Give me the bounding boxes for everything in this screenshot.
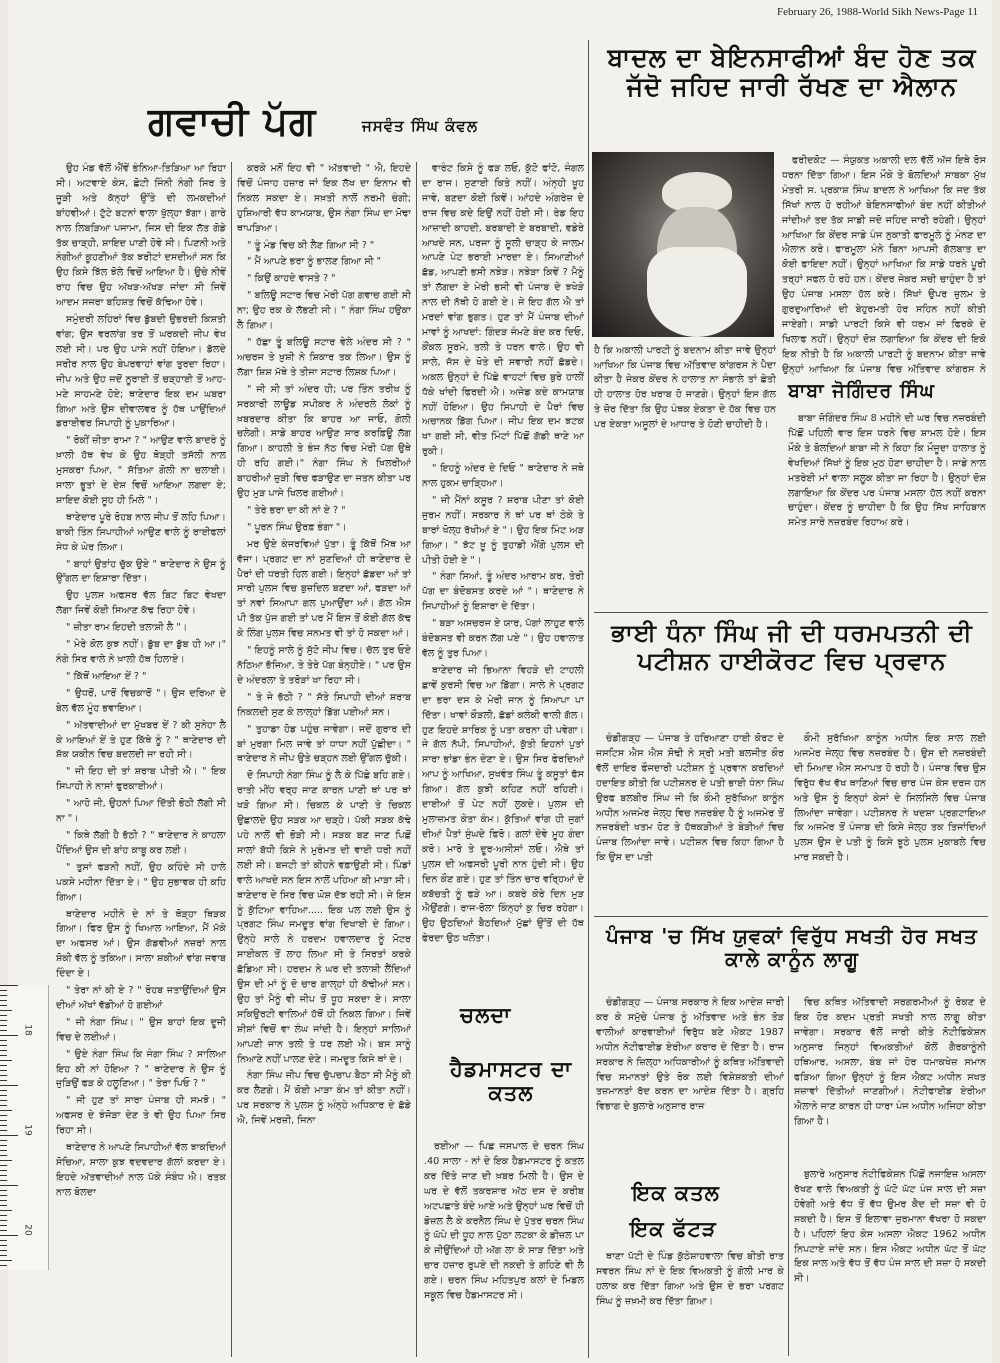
ruler-tick <box>0 1105 7 1106</box>
photo-turban <box>662 172 732 212</box>
ruler-tick <box>0 1185 18 1186</box>
ruler-tick <box>0 1245 7 1246</box>
paragraph: ਉਹ ਪੁਲਸ ਅਫਸਰ ਵੱਲ ਬਿਟ ਬਿਟ ਵੇਖਦਾ ਲੱਗਾ ਜਿਵੇਂ ਕੋਈ ਸਿਆਣ ਕੱਢ ਰਿਹਾ ਹੋਵੇ। <box>56 590 226 617</box>
ruler-tick <box>0 1235 18 1236</box>
main-story-column-2 <box>237 162 411 1357</box>
ruler-tick <box>0 1055 7 1056</box>
ruler-tick <box>0 1230 7 1231</box>
ruler-tick <box>0 1075 7 1076</box>
punjab-column-b <box>794 996 986 1158</box>
paragraph: " ਹੱਛਾ ਤੂੰ ਬਲਿਊ ਸਟਾਰ ਵੇਲੇ ਅੰਦਰ ਸੀ ? " ਅਚਰਜ ਤੇ ਖ਼ੁਸ਼ੀ ਨੇ ਸ਼ਿਕਾਰ ਤਕ ਲਿਆ। ਉਸ ਨੂੰ ਲੱਗਾ ਸ਼ਿਸ਼ ਮੱਥੇ ਤੇ ਤੀਜਾ ਸਟਾਰ ਲਿਸ਼ਕ ਪਿਆ। <box>237 336 411 378</box>
ruler-tick <box>0 1250 7 1251</box>
ruler-tick <box>0 1005 7 1006</box>
ruler-tick <box>0 1205 7 1206</box>
headmaster-headline: ਹੈਡਮਾਸਟਰ ਦਾ ਕਤਲ <box>449 1057 573 1106</box>
ruler-tick <box>0 1025 7 1026</box>
ruler-tick <box>0 1115 7 1116</box>
col1-paragraphs <box>56 162 226 1201</box>
scan-ruler <box>0 985 49 1270</box>
ruler-tick <box>0 1000 7 1001</box>
ruler-tick <box>0 1120 7 1121</box>
column-rule <box>788 996 789 1356</box>
paragraph: ਥਾਣੇਦਾਰ ਨੇ ਆਪਣੇ ਸਿਪਾਹੀਆਂ ਵੱਲ ਝਾਕਦਿਆਂ ਸੋਚਿਆ, ਸਾਲਾ ਕੁਝ ਵਦਵਦਾਰ ਗੱਲਾਂ ਕਰਦਾ ਏ। ਇਹਦੇ ਅੱਤਵਾਦੀਆਂ ਨਾਲ ਪੱਕੇ ਸੰਬੰਧ ਐ। ਰਤਕ ਨਾਲ ਬੋਲਦਾ <box>56 1142 226 1198</box>
ruler-tick <box>0 1020 7 1021</box>
main-story-headline: ਗਵਾਚੀ ਪੱਗ <box>148 99 317 143</box>
paragraph: " ਇਹਨੂੰ ਅੰਦਰ ਦੇ ਦਿਓ " ਥਾਣੇਦਾਰ ਨੇ ਜਥੇ ਨਾਲ ਹੁਕਮ ਚਾੜ੍ਹਿਆ। <box>422 463 584 490</box>
badal-headline: ਬਾਦਲ ਦਾ ਬੇਇਨਸਾਫੀਆਂ ਬੰਦ ਹੋਣ ਤਕ ਜੱਦੋ ਜਹਿਦ ਜਾਰੀ ਰੱਖਣ ਦਾ ਐਲਾਨ <box>607 43 977 101</box>
badal-column-a-continued <box>594 342 776 604</box>
paragraph: " ਅੱਤਵਾਦੀਆਂ ਦਾ ਮੁੱਖਬਰ ਏਂ ? ਕੀ ਸੁਨੇਹਾ ਲੈ ਕੇ ਆਇਆਂ ਏਂ ਤੇ ਹੁਣ ਕਿੱਥੇ ਨੂੰ ? " ਥਾਣੇਦਾਰ ਦੀ ਸ਼ੱਕ ਯਕੀਨ ਵਿਚ ਬਦਲਦੀ ਜਾ ਰਹੀ ਸੀ। <box>56 719 226 761</box>
ruler-tick <box>0 1155 7 1156</box>
ruler-tick <box>0 1015 7 1016</box>
ruler-tick <box>0 1090 7 1091</box>
newspaper-page <box>8 0 992 1363</box>
section-rule <box>594 916 988 917</box>
paragraph: ਥਾਣੇਦਾਰ ਪੂਰੇ ਰੋਹਬ ਨਾਲ ਜੀਪ ਤੋਂ ਲਹਿ ਪਿਆ। ਬਾਕੀ ਤਿੰਨ ਸਿਪਾਹੀਆਂ ਆਉਣ ਵਾਲੇ ਨੂੰ ਰਾਈਫਲਾਂ ਸੇਧ ਕੇ ਘੇਰ ਲਿਆ। <box>56 511 226 553</box>
ruler-tick <box>0 1195 7 1196</box>
ruler-tick <box>0 1035 18 1036</box>
paragraph: " ਬਾਹਾਂ ਉਤਾਂਹ ਚੁੱਕ ਉਏ " ਥਾਣੇਦਾਰ ਨੇ ਉਸ ਨੂੰ ਉੱਗਲ ਦਾ ਇਸ਼ਾਰਾ ਦਿੱਤਾ। <box>56 558 226 585</box>
main-story-column-3 <box>422 162 584 992</box>
ruler-tick <box>0 1125 7 1126</box>
page-folio: February 26, 1988-World Sikh News-Page 11 <box>777 6 978 18</box>
ruler-tick <box>0 1145 7 1146</box>
col3-paragraphs <box>422 162 584 947</box>
ruler-tick <box>0 1100 7 1101</box>
ruler-label: 20 <box>22 1224 33 1236</box>
ruler-tick <box>0 985 18 986</box>
ruler-label: 19 <box>22 1124 33 1136</box>
paragraph: " ਜੀ ਮੈਂਨਾਂ ਕਸੂਰ ? ਸ਼ਰਾਬ ਪੀਣਾ ਤਾਂ ਕੋਈ ਜੁਰਮ ਨਹੀਂ। ਸਰਕਾਰ ਨੇ ਥਾਂ ਪਰ ਥਾਂ ਠੇਕੇ ਤੇ ਬਾਰਾਂ ਖੋਲ੍ਹ ਰੱਖੀਆਂ ਏ "। ਉਹ ਇਕ ਮਿੰਟ ਅੜ ਗਿਆ। " ਝੱਟ ਖ਼ੂ ਨੂੰ ਤੁਹਾਡੀ ਐਂਗੋ ਪੁਲਸ ਦੀ ਪੀਤੀ ਹੋਈ ਏ "। <box>422 494 584 566</box>
column-rule <box>231 162 232 1357</box>
ruler-tick <box>0 1010 12 1011</box>
punjab-text-c: ਬੁਲਾਰੇ ਅਨੁਸਾਰ ਨੋਟੀਫਿਕੇਸ਼ਨ ਪਿੱਛੋਂ ਨਜਾਇਜ਼ ਅਸਲਾ ਰੱਖਣ ਵਾਲੇ ਵਿਅਕਤੀ ਨੂੰ ਘੱਟੋ ਘੱਟ ਪੰਜ ਸਾਲ ਦੀ ਸਜ਼ਾ ਹੋਵੇਗੀ ਅਤੇ ਵੱਧ ਤੋਂ ਵੱਧ ਉਮਰ ਕੈਦ ਦੀ ਸਜ਼ਾ ਵੀ ਹੋ ਸਕਦੀ ਹੈ। ਇਸ ਤੋਂ ਇਲਾਵਾ ਜੁਰਮਾਨਾ ਵੱਖਰਾ ਹੋ ਸਕਦਾ ਹੈ। ਪਹਿਲਾਂ ਇਹ ਕੇਸ ਅਸਲਾ ਐਕਟ 1962 ਅਧੀਨ ਨਿਪਟਾਏ ਜਾਂਦੇ ਸਨ। ਇਸ ਐਕਟ ਅਧੀਨ ਘੱਟ ਤੋਂ ਘੱਟ ਇਕ ਸਾਲ ਅਤੇ ਵੱਧ ਤੋਂ ਵੱਧ ਪੰਜ ਸਾਲ ਦੀ ਸਜ਼ਾ ਹੋ ਸਕਦੀ ਸੀ। <box>794 1169 986 1285</box>
paragraph: " ਜ਼ੀਤਾ ਰਾਮ ਇਹਦੀ ਤਲਾਸ਼ੀ ਲੈ "। <box>66 622 188 634</box>
paragraph: " ਕਿੱਥੋਂ ਆਇਆ ਏਂ ? " <box>66 670 147 682</box>
paragraph: " ਜੀ ਨੰਗਾ ਸਿੰਘ। " ਉਸ ਬਾਹਾਂ ਇਕ ਦੂਜੀ ਵਿਚ ਦੇ ਲਈਆਂ। <box>56 1016 226 1043</box>
paragraph: " ਬੜਾ ਅਸਚਰਜ ਏ ਯਾਰ, ਪੱਗਾਂ ਲਾਹੁਣ ਵਾਲੇ ਬੰਦੋਬਸਤ ਵੀ ਕਰਨ ਲੱਗ ਪਏ "। ਉਹ ਹਵਾਲਾਤ ਵੱਲ ਨੂੰ ਤੁਰ ਪਿਆ। <box>422 618 584 659</box>
bhai-text-a: ਚੰਡੀਗੜ੍ਹ — ਪੰਜਾਬ ਤੇ ਹਰਿਆਣਾ ਹਾਈ ਕੋਰਟ ਦੇ ਜਸਟਿਸ ਐਸ ਐਸ ਸੋਢੀ ਨੇ ਸ੍ਰੀ ਮਤੀ ਬਲਜੀਤ ਕੌਰ ਵੱਲੋਂ ਦਾਇਰ ਫੌਜਦਾਰੀ ਪਟੀਸ਼ਨ ਨੂੰ ਪ੍ਰਵਾਨ ਕਰਦਿਆਂ ਹਦਾਇਤ ਕੀਤੀ ਕਿ ਪਟੀਸ਼ਨਰ ਦੇ ਪਤੀ ਭਾਈ ਧੰਨਾ ਸਿੰਘ ਉਰਫ ਬਲਬੀਰ ਸਿੰਘ ਜੀ ਕਿ ਕੌਮੀ ਸੁਰੱਖਿਆ ਕਾਨੂੰਨ ਅਧੀਨ ਅਜਮੇਰ ਜੇਲ੍ਹ ਵਿਚ ਨਜ਼ਰਬੰਦ ਹੈ ਨੂੰ ਅਜਮੇਰ ਤੋਂ ਨਜ਼ਰਬੰਦੀ ਖਤਮ ਹੋਣ ਤੇ ਹੱਥਕੜੀਆਂ ਤੇ ਬੇੜੀਆਂ ਵਿਚ ਪੰਜਾਬ ਲਿਆਂਦਾ ਜਾਵੇ। ਪਟੀਸ਼ਨ ਵਿਚ ਕਿਹਾ ਗਿਆ ਹੈ ਕਿ ਉਸ ਦਾ ਪਤੀ <box>596 733 784 864</box>
paragraph: " ਤੇਰਾ ਨਾਂ ਕੀ ਏ ? " ਰੋਹਬ ਜਤਾਉਂਦਿਆਂ ਉਸ ਦੀਆਂ ਅੱਖਾਂ ਵੱਡੀਆਂ ਹੋ ਗਈਆਂ <box>56 985 226 1011</box>
ruler-tick <box>0 1215 7 1216</box>
punjab-headline: ਪੰਜਾਬ 'ਚ ਸਿੱਖ ਯੁਵਕਾਂ ਵਿਰੁੱਧ ਸਖਤੀ ਹੋਰ ਸਖਤ ਕਾਲੇ ਕਾਨੂੰਨ ਲਾਗੂ <box>606 924 978 971</box>
paragraph: " ਨੰਗਾ ਸਿਆਂ, ਤੂੰ ਅੰਦਰ ਆਰਾਮ ਕਰ, ਤੇਰੀ ਪੱਗ ਦਾ ਬੰਦੋਬਸਤ ਕਰਦੇ ਆਂ "। ਥਾਣੇਦਾਰ ਨੇ ਸਿਪਾਹੀਆਂ ਨੂੰ ਇਸ਼ਾਰਾ ਦੇ ਦਿੱਤਾ। <box>422 571 584 613</box>
headmaster-text: ਰਈਆ — ਪਿਛ ਜਸਪਾਲ ਦੇ ਚਰਨ ਸਿੰਘ .40 ਸਾਲਾ - ਨਾਂ ਦੇ ਇਕ ਹੈਡਮਾਸਟਰ ਨੂੰ ਕਤਲ ਕਰ ਦਿੱਤੇ ਜਾਣ ਦੀ ਖ਼ਬਰ ਮਿਲੀ ਹੈ। ਉਸ ਦੇ ਘਰ ਦੇ ਵੱਲੋਂ ਤਕਰਸ਼ਾਰ ਅੱਠ ਦਸ ਦੇ ਕਰੀਬ ਅਟਪਛਾਤੇ ਬੰਦੇ ਆਏ ਅਤੇ ਉਨ੍ਹਾਂ ਘਰ ਵਿਚੋਂ ਹੀ ਡੋਜ਼ਲ ਲੈ ਕੇ ਕਰਨੈਲ ਸਿੰਘ ਦੇ ਪੁੱਤਰ ਚਰਨ ਸਿੰਘ ਨੂੰ ਘੱਪੇ ਦੀ ਧੂਹ ਨਾਲ ਪੁੱਠਾ ਲਟਕਾ ਕੇ ਡੀਜ਼ਲ ਪਾ ਕੇ ਜੀਉਂਦਿਆਂ ਹੀ ਅੱਗ ਲਾ ਕੇ ਸਾੜ ਦਿੱਤਾ ਅਤੇ ਚਾਰ ਹਜ਼ਾਰ ਰੁਪਏ ਦੀ ਨਕਦੀ ਤੇ ਗਹਿਣੇ ਵੀ ਲੈ ਗਏ। ਚਰਨ ਸਿੰਘ ਮਹਿਤਪੁਰ ਕਲਾਂ ਦੇ ਮਿਡਲ ਸਕੂਲ ਵਿਚ ਹੈਡਮਾਸਟਰ ਸੀ। <box>424 1141 584 1302</box>
badal-text-a: ਫਰੀਦਕੋਟ — ਸੰਯੁਕਤ ਅਕਾਲੀ ਦਲ ਵੱਲੋਂ ਅੱਜ ਇਥੇ ਰੋਸ ਧਰਨਾ ਦਿੱਤਾ ਗਿਆ। ਇਸ ਮੌਕੇ ਤੇ ਬੋਲਦਿਆਂ ਸਾਬਕਾ ਮੁੱਖ ਮੰਤਰੀ ਸ. ਪ੍ਰਕਾਸ਼ ਸਿੰਘ ਬਾਦਲ ਨੇ ਆਖਿਆ ਕਿ ਜਦ ਤੱਕ ਸਿੱਖਾਂ ਨਾਲ ਹੋ ਰਹੀਆਂ ਬੇਇਨਸਾਫੀਆਂ ਬੰਦ ਨਹੀਂ ਕੀਤੀਆਂ ਜਾਂਦੀਆਂ ਤਦ ਤੱਕ ਸਾਡੀ ਜਦੋ ਜਹਿਦ ਜਾਰੀ ਰਹੇਗੀ। ਉਨ੍ਹਾਂ ਆਖਿਆ ਕਿ ਕੇਂਦਰ ਸਾਡੇ ਪੰਜ ਨੁਕਾਤੀ ਫਾਰਮੂਲੇ ਨੂੰ ਮੰਨਣ ਦਾ ਐਲਾਨ ਕਰੇ। ਫਾਰਮੂਲਾ ਮੰਨੇ ਬਿਨਾ ਆਪਸੀ ਗੱਲਬਾਤ ਦਾ ਕੋਈ ਫਾਇਦਾ ਨਹੀਂ। ਉਨ੍ਹਾਂ ਆਖਿਆ ਕਿ ਸਾਡੇ ਧਰਨੇ ਪੂਰੀ ਤਰ੍ਹਾਂ ਸਫਲ ਹੋ ਰਹੇ ਹਨ। ਕੇਂਦਰ ਜੇਕਰ ਸਚੀ ਚਾਹੁੰਦਾ ਹੈ ਤਾਂ ਉਹ ਪੰਜਾਬ ਮਸਲਾ ਹੱਲ ਕਰੇ। ਸਿੱਖਾਂ ਉਪਰ ਜ਼ੁਲਮ ਤੇ ਗੁਰਦੁਆਰਿਆਂ ਦੀ ਬੇਹੁਰਮਤੀ ਹੋਰ ਸਹਿਨ ਨਹੀਂ ਕੀਤੀ ਜਾਏਗੀ। ਸਾਡੀ ਪਾਰਟੀ ਕਿਸੇ ਵੀ ਧਰਮ ਜਾਂ ਫਿਰਕੇ ਦੇ ਖਿਲਾਫ ਨਹੀਂ। ਉਨ੍ਹਾਂ ਦੋਸ਼ ਲਗਾਇਆ ਕਿ ਕੇਂਦਰ ਦੀ ਇਕੋ ਇਕ ਨੀਤੀ ਹੈ ਕਿ ਅਕਾਲੀ ਪਾਰਟੀ ਨੂੰ ਬਦਨਾਮ ਕੀਤਾ ਜਾਵੇ ਉਨ੍ਹਾਂ ਆਖਿਆ ਕਿ ਪੰਜਾਬ ਵਿਚ ਅੱਤਿਵਾਦ ਕਾਂਗਰਸ ਨੇ <box>782 155 986 375</box>
ruler-tick <box>0 1095 7 1096</box>
paragraph: " ਜੀ ਇਹ ਦੀ ਤਾਂ ਸ਼ਰਾਬ ਪੀਤੀ ਐ। " ਇਕ ਸਿਪਾਹੀ ਨੇ ਨਾਸਾਂ ਫੁਰਕਾਈਆਂ। <box>56 766 226 793</box>
bhai-column-a <box>596 732 784 912</box>
ruler-tick <box>0 1265 7 1266</box>
main-story-column-1 <box>56 162 226 1357</box>
paragraph: ਵਾਰੰਟ ਕਿਸੇ ਨੂੰ ਫੜ ਲਓ, ਕੁੱਟੋ ਫਾਂਟੋ, ਜੰਗਲ ਦਾ ਰਾਜ। ਸੁਣਾਈ ਕਿਤੇ ਨਹੀਂ। ਅੰਨ੍ਹੀ ਖੂਹ ਜਾਵੇ, ਬਣਦਾ ਕੋਈ ਕਿਵੇਂ। ਆਂਹਦੇ ਅੰਗਰੇਜ਼ ਦੇ ਰਾਜ ਵਿਚ ਕਦੇ ਇਉਂ ਨਹੀਂ ਹੋਈ ਸੀ। ਰੇਡ ਇਹ ਆਜ਼ਾਦੀ ਕਾਹਦੀ, ਬਰਬਾਦੀ ਏ ਬਰਬਾਦੀ, ਵਡੇਰੇ ਆਖਦੇ ਸਨ, ਪਰਜਾ ਨੂੰ ਸੂਲੀ ਚਾੜ੍ਹ ਕੇ ਜਾਲਮ ਆਪਣੇ ਪੇਟ ਭਰਾਈ ਮਾਰਦਾ ਏ। ਸਿਆਣੀਆਂ ਛੱਡ, ਆਪਣੀ ਭਸੀ ਨਝੇੜ। ਨਝੇੜਾ ਕਿਵੇਂ ? ਮੈਨੂੰ ਤਾਂ ਲੱਗਦਾ ਏ ਮੇਰੀ ਭਸੀ ਵੀ ਪੰਜਾਬ ਦੇ ਝਖੇੜੇ ਨਾਲ ਦੀ ਨੱਥੀ ਹੋ ਗਈ ਏ। ਜੇ ਇਹ ਗੱਲ ਐ ਤਾਂ ਮਰਦਾਂ ਵਾਂਗ ਭੁਗਤ। ਹੁਣ ਤਾਂ ਮੈਂ ਪੰਜਾਬ ਦੀਆਂ ਮਾਵਾਂ ਨੂੰ ਆਖਦਾਂ: ਗਿੰਦੜ ਜੰਮਣੇ ਬੰਦ ਕਰ ਦਿਓ, ਕੌਂਕਲ ਸੂਰਮੇ, ਤਲੀ ਤੇ ਧਰਨ ਵਾਲੇ। ਉਹ ਵੀ ਸਾਲੇ, ਜੱਸ ਦੇ ਖੋਤੇ ਦੀ ਸਵਾਰੀ ਨਹੀਂ ਛੱਡਦੇ। ਅਕਲ ਉਨ੍ਹਾਂ ਦੇ ਪਿੱਛੇ ਵਾਹਟਾਂ ਵਿਚ ਬੁਰੇ ਹਾਲੀਂ ਧੱਕੇ ਖਾਂਦੀ ਫਿਰਦੀ ਐ। ਅਜੇਡ ਕਦੇ ਕਾਮਯਾਬ ਨਹੀਂ ਹੋਇਆ। ਉਹ ਸਿਪਾਹੀ ਦੇ ਪੈਰਾਂ ਵਿਚ ਅਚਾਨਕ ਡਿੱਗ ਪਿਆ। ਜੀਪ ਇਕ ਦਮ ਝਟਕ ਖਾ ਗਈ ਸੀ, ਵੀਤ ਮਿੰਟਾਂ ਪਿੱਛੋਂ ਗੱਡੀ ਥਾਣੇ ਆ ਰੁਕੀ। <box>422 163 584 458</box>
ruler-tick <box>0 1260 12 1261</box>
ruler-tick <box>0 1130 7 1131</box>
ruler-tick <box>0 995 7 996</box>
paragraph: ਕਰਕੇ ਮਨੋਂ ਇਹ ਵੀ " ਅੱਤਵਾਦੀ " ਐ, ਇਹਦੇ ਵਿਚੋਂ ਪੰਜਾਹ ਹਜ਼ਾਰ ਜਾਂ ਇਕ ਲੱਖ ਦਾ ਇਨਾਮ ਵੀ ਨਿਕਲ ਸਕਦਾ ਏ। ਸਖ਼ਤੀ ਨਾਲੋਂ ਨਰਮੀ ਚੰਗੀ; ਹੁਸ਼ਿਆਰੀ ਵੱਧ ਕਾਮਯਾਬ, ਉਸ ਨੰਗਾ ਸਿੰਘ ਦਾ ਮੋਢਾ ਥਾਪੜਿਆ। <box>237 163 411 234</box>
ruler-tick <box>0 1225 7 1226</box>
bhai-text-b: ਕੌਮੀ ਸੁਰੱਖਿਆ ਕਾਨੂੰਨ ਅਧੀਨ ਇਕ ਸਾਲ ਲਈ ਅਜਮੇਰ ਜੇਲ੍ਹ ਵਿਚ ਨਜ਼ਰਬੰਦ ਹੈ। ਉਸ ਦੀ ਨਜ਼ਰਬੰਦੀ ਦੀ ਮਿਆਦ ਐਸ ਸਮਾਪਤ ਹੋ ਰਹੀ ਹੈ। ਪੰਜਾਬ ਵਿਚ ਉਸ ਵਿਰੁੱਧ ਵੱਖ ਵੱਖ ਥਾਣਿਆਂ ਵਿਚ ਚਾਰ ਪੰਜ ਕੇਸ ਦਰਜ ਹਨ ਅਤੇ ਉਸ ਨੂੰ ਇਨ੍ਹਾਂ ਕੇਸਾਂ ਦੇ ਸਿਲਸਿਲੇ ਵਿਚ ਪੰਜਾਬ ਲਿਆਂਦਾ ਜਾਵੇਗਾ। ਪਟੀਸ਼ਨਰ ਨੇ ਖਦਸ਼ਾ ਪ੍ਰਗਟਾਇਆ ਕਿ ਅਜਮੇਰ ਤੋਂ ਪੰਜਾਬ ਦੀ ਕਿਸੇ ਜੇਲ੍ਹ ਤਕ ਤਿਜਾਂਦਿਆਂ ਪੁਲਸ ਉਸ ਦੇ ਪਤੀ ਨੂੰ ਕਿਸੇ ਝੂਠੇ ਪੁਲਸ ਮੁਕਾਬਲੇ ਵਿਚ ਮਾਰ ਸਕਦੀ ਹੈ। <box>794 733 986 864</box>
ruler-tick <box>0 1255 7 1256</box>
badal-column-a <box>782 154 986 376</box>
ruler-tick <box>0 1165 7 1166</box>
ruler-tick <box>0 1175 7 1176</box>
ruler-tick <box>0 1050 7 1051</box>
punjab-text-b: ਵਿਚ ਕਥਿਤ ਅੱਤਿਵਾਦੀ ਸਰਗਰਮੀਆਂ ਨੂੰ ਰੋਕਣ ਦੇ ਇਕ ਹੋਰ ਕਦਮ ਪ੍ਰਤੀ ਸਖਤੀ ਨਾਲ ਲਾਗੂ ਕੀਤਾ ਜਾਵੇਗਾ। ਸਰਕਾਰ ਵੱਲੋਂ ਜਾਰੀ ਕੀਤੇ ਨੋਟੀਫਿਕੇਸ਼ਨ ਅਨੁਸਾਰ ਜਿਨ੍ਹਾਂ ਵਿਅਕਤੀਆਂ ਕੋਲੋਂ ਗੈਰਕਾਨੂੰਨੀ ਹਥਿਆਰ, ਅਸਲਾ, ਬੰਬ ਜਾਂ ਹੋਰ ਧਮਾਕਖੇਜ਼ ਸਮਾਨ ਫੜਿਆ ਗਿਆ ਉਨ੍ਹਾਂ ਨੂੰ ਇਸ ਐਕਟ ਅਧੀਨ ਸਖਤ ਸਜ਼ਾਵਾਂ ਦਿੱਤੀਆਂ ਜਾਣਗੀਆਂ। ਨੋਟੀਫਾਈਡ ਏਰੀਆ ਐਲਾਨੇ ਜਾਣ ਕਾਰਨ ਹੀ ਧਾਰਾ ਪੰਜ ਅਧੀਨ ਅਜਿਹਾ ਕੀਤਾ ਗਿਆ ਹੈ। <box>794 997 986 1128</box>
col2-paragraphs <box>237 162 411 1129</box>
paragraph: ਸਮੁੰਦਰੀ ਲਹਿਰਾਂ ਵਿਚ ਡੁੱਬਦੀ ਉਭਰਦੀ ਕਿਸ਼ਤੀ ਵਾਂਗ; ਉਸ ਵਰਲਾਂਗ ਤਰ ਤੋਂ ਘਰਕਦੀ ਜੀਪ ਵੇਖ ਲਈ ਸੀ। ਪਰ ਉਹ ਪਾਸੇ ਨਹੀਂ ਹੋਇਆ। ਡੱਲਦੇ ਸਰੀਰ ਨਾਲ ਉਹ ਬੇਪਰਵਾਹਾਂ ਵਾਂਗ ਤੁਰਦਾ ਰਿਹਾ। ਜੀਪ ਅਤੇ ਉਹ ਜਦੋਂ ਨੂਰਾਈ ਤੋਂ ਚੜ੍ਹਾਈ ਤੋਂ ਆਹ-ਮਣੇ ਸਾਹਮਣੇ ਹੋਏ; ਥਾਣੇਦਾਰ ਇਕ ਦਮ ਘਬਰਾ ਗਿਆ ਅਤੇ ਉਸ ਦੀਵਾਲਵਰ ਨੂੰ ਹੱਥ ਪਾਉਂਦਿਆਂ ਡਰਾਈਵਰ ਸਿਪਾਹੀ ਨੂੰ ਪੁਕਾਰਿਆ। <box>56 314 226 430</box>
ruler-tick <box>0 1045 7 1046</box>
headmaster-body <box>424 1140 584 1355</box>
ruler-tick <box>0 1135 18 1136</box>
paragraph: ਥਾਣੇਦਾਰ ਜੀ ਭਿਆਨਾ ਵਿਹੜੇ ਦੀ ਟਾਹਲੀ ਛਾਵੇਂ ਕੁਰਸੀ ਵਿਚ ਆ ਡਿੱਗਾ। ਸਾਲੇ ਨੇ ਪ੍ਰਗਟ ਦਾ ਭਰਾ ਦਸ ਕੇ ਮੇਰੀ ਜਾਨ ਨੂੰ ਸਿਆਪਾ ਪਾ ਦਿੱਤਾ। ਖਾਵਾਂ ਕੌੜਲੀ, ਛੱਡਾਂ ਕਲੰਕੀ ਵਾਲੀ ਗੱਲ। ਹੁਣ ਇਹਦੇ ਸ਼ਾਰਿਕ ਨੂੰ ਪਤਾ ਕਰਨਾ ਹੀ ਪਵੇਗਾ। ਜੇ ਗੱਲ ਨੱਪੀ, ਸਿਪਾਹੀਆਂ, ਕੁੱਤੀ ਇਹਨਾਂ ਪੁਤਾਂ ਸਾਰਾ ਭਾਂਡਾ ਭੰਨ ਦੇਣਾ ਏ। ਉਸ ਸਿਰ ਫੇਰਦਿਆਂ ਆਪ ਨੂੰ ਆਖਿਆ, ਸੁਖਵੰਤ ਸਿੰਘ ਤੂੰ ਕਸੂਤਾਂ ਫੱਸ ਗਿਆ। ਗੱਲ ਕੁਝੀ ਕਹਿਣ ਨਹੀਂ ਰਹਿਣੀ। ਦਾਈਆਂ ਤੋਂ ਪੇਟ ਨਹੀਂ ਲੁਕਦੇ। ਪੁਲਸ ਦੀ ਮੁਲਾਜ਼ਮਤ ਕੇਤਾ ਕੰਮ। ਕੁੱਤਿਆਂ ਵਾਂਗ ਹੀ ਜੁਗਾਂ ਦੀਆਂ ਪੈਤਾਂ ਸੁੰਘਦੇ ਫਿਰੋ। ਗਲਾਂ ਦੇਵੇ ਮੂਹ ਗੰਦਾ ਕਰੋ। ਮਾਰੋ ਤੇ ਦੂਰ-ਅਸੀਸਾਂ ਲਓ। ਐਥੇ ਤਾਂ ਪੁਲਸ ਦੀ ਅਫਸਰੀ ਪੂਰੀ ਨਾਨ ਹੁੰਦੀ ਸੀ। ਉਹ ਦਿਨ ਕੌਣ ਗਏ। ਹੁਣ ਤਾਂ ਤਿੰਨ ਚਾਰ ਵਰ੍ਹਿਆਂ ਦੇ ਕਬੱਚਤੀ ਨੂੰ ਫੜੇ ਆ। ਕਬਰੇ ਕੋਰੇ ਦਿਨ ਮੁੜ ਐਉਂਣਗੇ। ਰਾਜ-ਰੋਲਾ ਕਿੰਨ੍ਹਾਂ ਕੁ ਚਿਰ ਰਹੇਗਾ। ਉਹ ਉਠਦਿਆਂ ਬੈਠਦਿਆਂ ਮੁੱਛਾਂ ਉੱਤੋਂ ਦੀ ਹੱਥ ਫੇਰਦਾ ਉਠ ਖਲੋਤਾ। <box>422 664 584 945</box>
bhai-column-b <box>794 732 986 912</box>
paragraph: ਨੰਗਾ ਸਿੰਘ ਜੀਪ ਵਿਚ ਚੁੱਪਚਾਪ ਬੈਠਾ ਸੀ ਮੈਨੂੰ ਕੀ ਕਰ ਲੈਣਗੇ। ਮੈਂ ਕੋਈ ਮਾੜਾ ਕੰਮ ਤਾਂ ਕੀਤਾ ਨਹੀਂ। ਪਰ ਸਰਕਾਰ ਨੇ ਪੁਲਸ ਨੂੰ ਅੰਨ੍ਹੇ ਅਧਿਕਾਰ ਦੇ ਛੱਡੇ ਐ, ਜਿਵੇਂ ਮਰਜ਼ੀ, ਜਿਨਾ <box>237 1070 411 1127</box>
baba-joginder-singh-photo <box>592 152 774 337</box>
photo-beard <box>647 247 747 337</box>
badal-text-a-cont: ਹੈ ਕਿ ਅਕਾਲੀ ਪਾਰਟੀ ਨੂੰ ਬਦਨਾਮ ਕੀਤਾ ਜਾਵੇ ਉਨ੍ਹਾਂ ਆਖਿਆ ਕਿ ਪੰਜਾਬ ਵਿਚ ਅੱਤਿਵਾਦ ਕਾਂਗਰਸ ਨੇ ਪੈਦਾ ਕੀਤਾ ਹੈ ਜੇਕਰ ਕੇਂਦਰ ਨੇ ਹਾਲਾਤ ਨਾ ਸੰਭਾਲੇ ਤਾਂ ਛੇਤੀ ਹੀ ਹਾਲਾਤ ਹੋਰ ਖਰਾਬ ਹੋ ਜਾਣਗੇ। ਉਨ੍ਹਾਂ ਇਸ ਗੱਲ ਤੇ ਜ਼ੋਰ ਦਿੱਤਾ ਕਿ ਉਹ ਪੰਥਕ ਏਕਤਾ ਦੇ ਹੱਕ ਵਿਚ ਹਨ ਪਰ ਏਕਤਾ ਅਸੂਲਾਂ ਦੇ ਆਧਾਰ ਤੇ ਹੋਣੀ ਚਾਹੀਦੀ ਹੈ। <box>594 344 776 431</box>
ruler-label: 18 <box>22 1024 33 1036</box>
ruler-tick <box>0 1170 7 1171</box>
paragraph: " ਕਿਥੇ ਲੱਗੀ ਹੈ ਭੱਠੀ ? " ਥਾਣੇਦਾਰ ਨੇ ਕਾਹਲਾ ਪੈਂਦਿਆਂ ਉਸ ਦੀ ਬਾਂਹ ਕਾਬੂ ਕਰ ਲਈ। <box>56 829 226 856</box>
paragraph: ਦੋ ਸਿਪਾਹੀ ਨੰਗਾ ਸਿੰਘ ਨੂੰ ਲੈ ਕੇ ਪਿੱਛੇ ਬਹਿ ਗਏ। ਰਾਤੀ ਮੀਂਹ ਵਰ੍ਹ ਜਾਣ ਕਾਰਨ ਪਾਣੀ ਥਾਂ ਪਰ ਥਾਂ ਖੜੋ ਗਿਆ ਸੀ। ਚਿਕਲ ਕੇ ਪਾਣੀ ਤੇ ਚਿਕਲ ਉਛਾਲਦੇ ਉਹ ਸੜਕ ਆ ਚੜ੍ਹੇ। ਪੱਕੀ ਸੜਕ ਕੱਢੇ ਪਹੇ ਨਾਲੋਂ ਵੀ ਭੋੜੀ ਸੀ। ਸੜਕ ਬਣ ਜਾਣ ਪਿਛੋਂ ਸਾਲਾਂ ਬੱਧੀ ਕਿਸੇ ਨੇ ਮੁਰੰਮਤ ਦੀ ਵਾਈ ਧਰੀ ਨਹੀਂ ਲਈ ਸੀ। ਬਜਟੀ ਤਾਂ ਕੀਹਨੇ ਵਫ਼ਾਉਣੀ ਸੀ। ਪਿੰਡਾਂ ਵਾਲੇ ਆਖਦੇ ਸਨ ਇਸ ਨਾਲੋਂ ਪਹਿਆ ਕੀ ਮਾੜਾ ਸੀ। ਥਾਣੇਦਾਰ ਦੇ ਸਿਰ ਵਿਚ ਘੋਸ਼ ਦੱਝ ਰਹੀ ਸੀ। ਜੇ ਇਸ ਨੂੰ ਕੁੱਟਿਆ ਵਾਹਿਆ..... ਇਕ ਪਲ ਲਈ ਉਸ ਨੂੰ ਪ੍ਰਗਟ ਸਿੰਘ ਜਮਦੂਤ ਵਾਂਗ ਦਿਖਾਈ ਦੇ ਗਿਆ। ਉਨ੍ਹੇ ਸਾਲੇ ਨੇ ਹਰਦਮ ਹਵਾਲਦਾਰ ਨੂੰ ਮੋਟਰ ਸਾਈਕਲ ਤੋਂ ਲਾਹ ਲਿਆ ਸੀ ਤੇ ਸਿਰਤਾਂ ਕਰਕੇ ਛੱਡਿਆ ਸੀ। ਹਰਦਮ ਨੇ ਘਰ ਦੀ ਤਲਾਸ਼ੀ ਲੈਂਦਿਆਂ ਉਸ ਦੀ ਮਾਂ ਨੂੰ ਦੋ ਚਾਰ ਗਾਲ੍ਹਾਂ ਹੀ ਕੱਢੀਆਂ ਸਨ। ਉਹ ਤਾਂ ਮੈਨੂੰ ਵੀ ਜੀਪ ਤੋਂ ਧੂਹ ਸਕਦਾ ਏ। ਸਾਲਾ ਸਕਿਉਰਟੀ ਵਾਲਿਆਂ ਹੱਥੋਂ ਹੀ ਨਿਕਲ ਗਿਆ। ਜਿਵੇਂ ਸ਼ੀਸ਼ਾਂ ਵਿਚੋਂ ਵਾ ਲੰਘ ਜਾਂਦੀ ਹੈ। ਇਨ੍ਹਾਂ ਸਾਲਿਆਂ ਆਪਣੀ ਜਾਨ ਤਲੀ ਤੇ ਧਰ ਲਈ ਐ। ਬਸ ਸਾਨੂੰ ਨਿਆਣੇ ਨਹੀਂ ਪਾਲਣ ਦੇਣੇ। ਜਮਦੂਤ ਕਿਸੇ ਥਾਂ ਦੇ। <box>237 770 411 1065</box>
ruler-tick <box>0 1030 7 1031</box>
paragraph: " ਤੁਹਾਡਾ ਹੋਡ ਪਹੁੰਚ ਜਾਵੇਗਾ। ਜਦੋਂ ਗੁਰਾਰ ਦੀ ਬਾਂ ਮੁਰਗਾ ਮਿਲ ਜਾਵੇ ਤਾਂ ਧਾਧਾ ਨਹੀਂ ਪੁੱਛੀਦਾ। " ਥਾਣੇਦਾਰ ਨੇ ਜੀਪ ਉਤੇ ਚੜ੍ਹਨ ਲਈ ਉੱਗਲ ਚੁੱਕੀ। <box>237 723 411 765</box>
main-story-byline: ਜਸਵੰਤ ਸਿੰਘ ਕੰਵਲ <box>362 117 478 135</box>
paragraph: " ਰੋਕੀਂ ਜ਼ੀਤਾ ਰਾਮਾ ? " ਆਉਣ ਵਾਲੇ ਬਾਦਰੇ ਨੂੰ ਖ਼ਾਲੀ ਹੱਥ ਵੇਖ ਕੇ ਉਹ ਥੋੜ੍ਹੀ ਤਸੱਲੀ ਨਾਲ ਮੁਸਕਰਾ ਪਿਆ, " ਸੱਤਿਆ ਗੋਲੀ ਨਾ ਚਲਾਈ। ਸਾਲਾ ਭੂਤਾਂ ਦੇ ਦੇਸ਼ ਵਿਚੋਂ ਆਇਆ ਲਗਦਾ ਏ; ਸ਼ਾਇਦ ਕੋਈ ਸੂਹ ਹੀ ਮਿਲੇ "। <box>56 435 226 506</box>
paragraph: ਉਹ ਮੰਡ ਵੱਲੋਂ ਐਂਵੇਂ ਭੰਨਿਆ-ਤਿੜਿਆ ਆ ਰਿਹਾ ਸੀ। ਅਟਵਾਏ ਕੇਸ, ਛੋਟੀ ਜਿੰਨੀ ਨੰਗੀ ਸਿਰ ਤੇ ਜੂੜੀ ਅਤੇ ਕੱਨ੍ਹਾਂ ਉੱਤੇ ਦੀ ਲਮਕਦੀਆਂ ਬਾਂਹਵੀਆਂ। ਟੁੱਟੇ ਬਟਨਾਂ ਵਾਲਾ ਖੁੱਲ੍ਹਾ ਝੱਗਾ। ਗਾਰੇ ਨਾਲ ਲਿਬੜਿਆ ਪਜਾਮਾ, ਜਿਸ ਦੀ ਇਕ ਲੱਤ ਗੋਡੇ ਤੱਕ ਚਾੜ੍ਹੀ, ਸ਼ਾਇਦ ਪਾਣੀ ਹੋਵੇ ਸੀ। ਪਿਣਨੀ ਅਤੇ ਨੰਗੀਆਂ ਕੂਹਣੀਆਂ ਤੱਕ ਝਰੀਟਾਂ ਦਸਦੀਆਂ ਸਨ ਕਿ ਉਹ ਕਿਸੇ ਝਿੱਲ ਝੋਲੇ ਵਿਚੋਂ ਆਇਆ ਹੈ। ਉਚੇ ਨੀਵੇਂ ਰਾਹ ਵਿਚ ਉਹ ਅੱਖੜ-ਅੱਖੜ ਜਾਂਦਾ ਸੀ ਜਿਵੇਂ ਆਦਮ ਸਜਰਾ ਬਹਿਸ਼ਤ ਵਿਚੋਂ ਕੱਢਿਆ ਹੋਵੇ। <box>56 163 226 309</box>
ruler-tick <box>0 1085 18 1086</box>
continued-label: ਚਲਦਾ <box>460 1003 512 1027</box>
ruler-tick <box>0 1160 12 1161</box>
katal-headline-2: ਇਕ ਫੱਟੜ <box>630 1217 717 1241</box>
paragraph: " ਪੂਰਨ ਸਿੰਘ ਉਰਫ਼ ਭੰਗਾ "। <box>247 521 347 533</box>
badal-column-b <box>788 412 986 604</box>
paragraph: " ਬਲਿਊ ਸਟਾਰ ਵਿਚ ਮੇਰੀ ਪੱਗ ਗਵਾਚ ਗਈ ਸੀ ਨਾ; ਉਹ ਰਕ ਕੇ ਲੱਭਣੀ ਸੀ। " ਨੰਗਾ ਸਿੰਘ ਹਉਕਾ ਲੈ ਗਿਆ। <box>237 290 411 332</box>
punjab-column-a <box>596 996 784 1168</box>
paragraph: ਥਾਣੇਦਾਰ ਮਹੀਨੇ ਦੇ ਨਾਂ ਤੇ ਥੋੜ੍ਹਾ ਥਿੜਕ ਗਿਆ। ਫਿਰ ਉਸ ਨੂੰ ਖਿਆਲ ਆਇਆ, ਮੈਂ ਮੱਕੇ ਦਾ ਅਫਸਰ ਆਂ। ਉਸ ਗੱਡਵੀਆਂ ਨਜ਼ਰਾਂ ਨਾਲ ਸ਼ੋਕੀ ਵੱਲ ਨੂੰ ਤਕਿਆ। ਸਾਲਾ ਸ਼ਕੀਆਂ ਵਾਂਗ ਜਵਾਬ ਦਿੰਦਾ ਏ। <box>56 908 226 980</box>
katal-body <box>596 1250 784 1356</box>
paragraph: " ਉਧਰੋਂ, ਪਾਰੋਂ ਵਿਚਕਾਰੋਂ "। ਉਸ ਦਰਿਆ ਦੇ ਬੇਲ ਵੱਲ ਮੂੰਹ ਭਵਾਇਆ। <box>56 687 226 714</box>
ruler-tick <box>0 1150 7 1151</box>
katal-text: ਥਾਣਾ ਪੱਟੀ ਦੇ ਪਿੰਡ ਕੁੱਠੇਸ਼ਾਹਵਾਲਾ ਵਿਚ ਬੀਤੀ ਰਾਤ ਸਵਰਨ ਸਿੰਘ ਨਾਂ ਦੇ ਇਕ ਵਿਅਕਤੀ ਨੂੰ ਗੋਲੀ ਮਾਰ ਕੇ ਹਲਾਕ ਕਰ ਦਿੱਤਾ ਗਿਆ ਅਤੇ ਉਸ ਦੇ ਭਰਾ ਪਰਗਟ ਸਿੰਘ ਨੂੰ ਜ਼ਖ਼ਮੀ ਕਰ ਦਿੱਤਾ ਗਿਆ। <box>596 1251 784 1307</box>
paragraph: " ਜੀ ਹੁਣ ਤਾਂ ਸਾਰਾ ਪੰਜਾਬ ਹੀ ਸਮਝੋ। " ਅਫਸਰ ਦੇ ਝੰਜੋੜਾ ਦੇਣ ਤੇ ਵੀ ਉਹ ਪਿਆ ਸਿਰ ਰਿਹਾ ਸੀ। <box>56 1095 226 1137</box>
paragraph: " ਮੇਰੇ ਕੋਲ ਕੁਝ ਨਹੀਂ। ਡੁੱਬ ਦਾ ਡੁੱਬ ਹੀ ਆ।" ਨੰਗੇ ਸਿਰ ਵਾਲੇ ਨੇ ਖ਼ਾਲੀ ਹੱਥ ਹਿਲਾਏ। <box>56 639 226 665</box>
ruler-tick <box>0 1110 12 1111</box>
ruler-tick <box>0 1180 7 1181</box>
bhai-headline: ਭਾਈ ਧੰਨਾ ਸਿੰਘ ਜੀ ਦੀ ਧਰਮਪਤਨੀ ਦੀ ਪਟੀਸ਼ਨ ਹਾਈਕੋਰਟ ਵਿਚ ਪ੍ਰਵਾਨ <box>611 619 973 675</box>
paragraph: " ਤੁਸਾਂ ਫੜਨੀ ਨਹੀਂ, ਉਹ ਕਹਿੰਦੇ ਸੀ ਹਾਲੇ ਪਕਸੇ ਮਹੀਨਾ ਦਿੱਤਾ ਏ। " ਉਹ ਸੁਭਾਵਕ ਹੀ ਕਹਿ ਗਿਆ। <box>56 861 226 903</box>
section-rule <box>594 612 988 613</box>
paragraph: " ਆਹੋ ਜੀ, ਉਹਨਾਂ ਪਿਆ ਦਿੱਤੀ ਭੋਠੀ ਲੱਗੀ ਸੀ ਨਾ "। <box>56 798 226 825</box>
paragraph: " ਮੈਂ ਆਪਣੇ ਭਰਾ ਨੂੰ ਭਾਲਣ ਗਿਆ ਸੀ " <box>247 256 382 268</box>
ruler-tick <box>0 1070 7 1071</box>
ruler-tick <box>0 1040 7 1041</box>
ruler-tick <box>0 1240 7 1241</box>
punjab-column-c <box>794 1168 986 1356</box>
katal-headline-1: ਇਕ ਕਤਲ <box>632 1181 720 1205</box>
paragraph: " ਜੀ ਸੀ ਤਾਂ ਅੰਦਰ ਹੀ; ਪਰ ਤਿੰਨ ਤਰੀਖ ਨੂੰ ਸਰਕਾਰੀ ਲਾਊਡ ਸਪੀਕਰ ਨੇ ਅੰਦਰਲੇ ਲੋਕਾਂ ਨੂੰ ਖ਼ਬਰਦਾਰ ਕੀਤਾ ਕਿ ਬਾਹਰ ਆ ਜਾਓ, ਗੋਲੀ ਚਲੇਗੀ। ਸਾਡੇ ਬਾਹਰ ਆਉਣ ਸਾਰ ਕਰਫ਼ਿਊ ਲੱਗ ਗਿਆ। ਕਾਹਲੀ ਤੇ ਭੰਜ ਨੱਠ ਵਿਚ ਮੇਰੀ ਪੱਗ ਉਥੇ ਹੀ ਰਹਿ ਗਈ।" ਨੰਗਾ ਸਿੰਘ ਨੇ ਖ਼ਿਲਰੀਆਂ ਬਾਹਰੀਆਂ ਜ਼ੁੜੀ ਵਿਚ ਫੜਾਉਣ ਦਾ ਜਤਨ ਕੀਤਾ ਪਰ ਉਹ ਮੁੜ ਪਾਸੇ ਖਿਲਰ ਗਈਆਂ। <box>237 383 411 500</box>
paragraph: " ਤੂੰ ਮੰਡ ਵਿਚ ਕੀ ਲੈਣ ਗਿਆ ਸੀ ? " <box>247 239 375 251</box>
ruler-tick <box>0 1220 7 1221</box>
paragraph: " ਉਏ ਨੰਗਾ ਸਿੰਘ ਕਿ ਜੰਗਾ ਸਿੰਘ ? ਸਾਲਿਆ ਇਹ ਕੀ ਨਾਂ ਹੋਇਆ ? " ਥਾਣੇਦਾਰ ਨੇ ਉਸ ਨੂੰ ਜੁੜਿਉਂ ਫੜ ਕੇ ਹਲੂਣਿਆ। " ਤੇਰਾ ਪਿਓ ? " <box>56 1048 226 1090</box>
ruler-tick <box>0 990 7 991</box>
paragraph: " ਇਹਨੂੰ ਸਾਲੇ ਨੂੰ ਸੁੱਟੋ ਜੀਪ ਵਿਚ। ਚੱਲ ਤੁਰ ਓਏ ਨੱਠਿਆ ਭੱਜਿਆ, ਤੇ ਤੇਰੇ ਪੱਗ ਬੰਨ੍ਹੀਏ। " ਪਰ ਉਸ ਦੇ ਅੰਦਰਲਾ ਤੇ ਤਰੋੜਾਂ ਖਾ ਰਿਹਾ ਸੀ। <box>237 645 411 686</box>
ruler-tick <box>0 1200 7 1201</box>
photo-caption: ਬਾਬਾ ਜੋਗਿੰਦਰ ਸਿੰਘ <box>788 380 935 402</box>
column-rule <box>588 40 589 1358</box>
ruler-tick <box>0 1190 7 1191</box>
ruler-tick <box>0 1140 7 1141</box>
column-rule <box>416 162 417 1357</box>
paragraph: " ਤੇਰੇ ਭਰਾ ਦਾ ਕੀ ਨਾਂ ਏ ? " <box>247 504 346 516</box>
paragraph: ਮਰ ਉਏ ਕੰਜਰਵਿਆਂ ਪੁੱਤਾ। ਤੂੰ ਕਿੱਥੋਂ ਮਿੱਥ ਆ ਵੱਜਾ। ਪ੍ਰਗਟ ਦਾ ਨਾਂ ਸੁਣਦਿਆਂ ਹੀ ਥਾਣੇਦਾਰ ਦੇ ਪੈਰਾਂ ਦੀ ਧਰਤੀ ਹਿਲ ਗਈ। ਇਨ੍ਹਾਂ ਛੱਡਦਾ ਆਂ ਤਾਂ ਸਾਰੀ ਪੁਲਸ ਵਿਚ ਬੁਜ਼ਦਿਲ ਬਣਦਾ ਆਂ, ਫੜਦਾ ਆਂ ਤਾਂ ਨਵਾਂ ਸਿਆਪਾ ਗਲ ਪੁਆਉਂਦਾ ਆਂ। ਗੱਲ ਐਸ ਪੀ ਤੱਕ ਪੁੱਜ ਗਈ ਤਾਂ ਪਰ ਮੈਂ ਇਸ ਤੋਂ ਕੋਈ ਗੱਲ ਕੱਢ ਕੇ ਲਿੰਗ ਪੁਲਸ ਵਿਚ ਸਨਮਤ ਵੀ ਤਾਂ ਹੋ ਸਕਦਾ ਆਂ। <box>237 538 411 640</box>
ruler-tick <box>0 1065 7 1066</box>
paragraph: " ਕਿਉਂ ਕਾਹਦੇ ਵਾਸਤੇ ? " <box>247 273 336 285</box>
ruler-tick <box>0 1210 12 1211</box>
badal-text-b: ਬਾਬਾ ਜੋਗਿੰਦਰ ਸਿੰਘ 8 ਮਹੀਨੇ ਦੀ ਘਰ ਵਿਚ ਨਜ਼ਰਬੰਦੀ ਪਿੱਛੋਂ ਪਹਿਲੀ ਵਾਰ ਇਸ ਧਰਨੇ ਵਿਚ ਸ਼ਾਮਲ ਹੋਏ। ਇਸ ਮੌਕੇ ਤੇ ਬੋਲਦਿਆਂ ਬਾਬਾ ਜੀ ਨੇ ਕਿਹਾ ਕਿ ਮੌਜੂਦਾ ਹਾਲਾਤ ਨੂੰ ਵੇਖਦਿਆਂ ਸਿੱਖਾਂ ਨੂੰ ਇਕ ਮੁਠ ਹੋਣਾ ਚਾਹੀਦਾ ਹੈ। ਸਾਡੇ ਨਾਲ ਮਤਰੇਈ ਮਾਂ ਵਾਲਾ ਸਲੂਕ ਕੀਤਾ ਜਾ ਰਿਹਾ ਹੈ। ਉਨ੍ਹਾਂ ਦੋਸ਼ ਲਗਾਇਆ ਕਿ ਕੇਂਦਰ ਪਰ ਪੰਜਾਬ ਮਸਲਾ ਹੱਲ ਨਹੀਂ ਕਰਨਾ ਚਾਹੁੰਦਾ। ਕੇਂਦਰ ਨੂੰ ਚਾਹੀਦਾ ਹੈ ਕਿ ਉਹ ਸਿੱਖ ਸਾਹਿਬਾਨ ਸਮੇਤ ਸਾਰੇ ਨਜ਼ਰਬੰਦ ਰਿਹਾਅ ਕਰੇ। <box>788 413 986 529</box>
paragraph: " ਤੇ ਜੇ ਭੱਠੀ ? " ਸੱਤੇ ਸਿਪਾਹੀ ਦੀਆਂ ਸ਼ਰਾਬ ਨਿਕਲਦੀ ਸੁਣ ਕੇ ਲਾਲ੍ਹਾਂ ਡਿੱਗ ਪਈਆਂ ਸਨ। <box>237 691 411 718</box>
ruler-tick <box>0 1060 12 1061</box>
ruler-tick <box>0 1080 7 1081</box>
punjab-text-a: ਚੰਡੀਗੜ੍ਹ — ਪੰਜਾਬ ਸਰਕਾਰ ਨੇ ਇਕ ਆਦੇਸ਼ ਜਾਰੀ ਕਰ ਕੇ ਸਮੁੱਚੇ ਪੰਜਾਬ ਨੂੰ ਅੱਤਿਵਾਦ ਅਤੇ ਭੰਨ ਤੋੜ ਵਾਲੀਆਂ ਕਾਰਵਾਈਆਂ ਵਿਰੁੱਧ ਬਣੇ ਐਕਟ 1987 ਅਧੀਨ ਨੋਟੀਫਾਈਡ ਏਰੀਆ ਕਰਾਰ ਦੇ ਦਿੱਤਾ ਹੈ। ਰਾਜ ਸਰਕਾਰ ਨੇ ਜ਼ਿਲ੍ਹਾ ਅਧਿਕਾਰੀਆਂ ਨੂੰ ਕਥਿਤ ਅੱਤਿਵਾਦੀ ਵਿਚ ਸਮਾਨਤਾਂ ਉਤੇ ਰੋਕ ਲਈ ਵਿਸ਼ੇਸ਼ਕਤੀ ਦੀਆਂ ਤਜ਼ਮਾਨਤਾਂ ਰੱਦ ਕਰਨ ਦਾ ਆਦੇਸ਼ ਦਿੱਤਾ ਹੈ। ਗ੍ਰਹਿ ਵਿਭਾਗ ਦੇ ਬੁਲਾਰੇ ਅਨੁਸਾਰ ਰਾਜ <box>596 997 784 1113</box>
